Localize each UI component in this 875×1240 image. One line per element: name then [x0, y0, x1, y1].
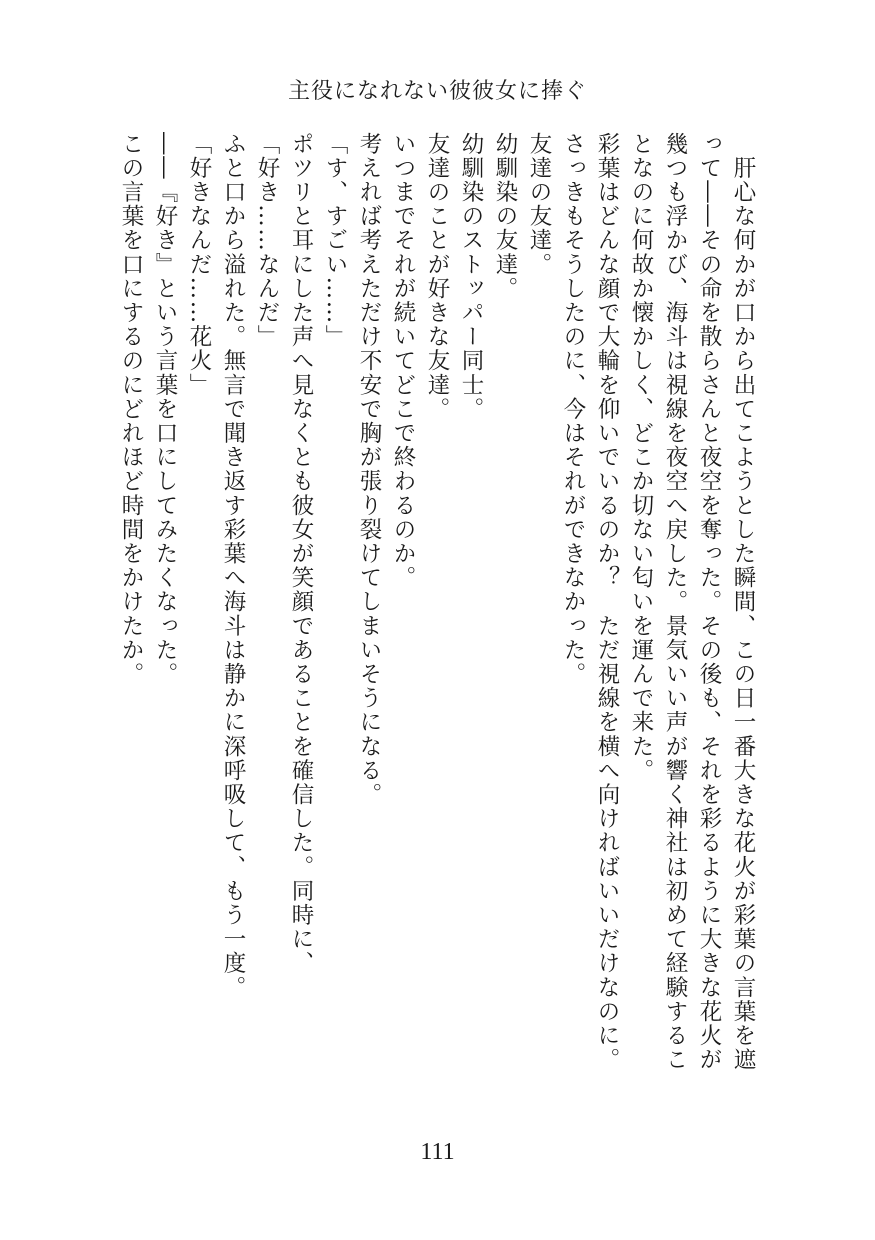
paragraph: 彩葉はどんな顔で大輪を仰いでいるのか？ ただ視線を横へ向ければいいだけなのに。 [594, 132, 620, 1072]
paragraph: 幼馴染の友達。 [492, 132, 518, 301]
paragraph: 「す、すごい……」 [322, 132, 348, 349]
paragraph: 肝心な何かが口から出てこようとした瞬間、この日一番大きな花火が彩葉の言葉を遮って――その命を散らさんと夜空を奪った。その後も、それを彩るように大きな花火が幾つも浮かび、海斗は視線を夜空へ戻した。景気いい声が響く神社は初めて経験することなのに何故か懐かしく、どこか切ない匂いを運んで来た。 [628, 132, 756, 1072]
page-number: 111 [420, 1139, 455, 1165]
paragraph: ――『好き』という言葉を口にしてみたくなった。 [152, 132, 178, 687]
paragraph: 考えれば考えただけ不安で胸が張り裂けてしまいそうになる。 [356, 132, 382, 807]
paragraph: ふと口から溢れた。無言で聞き返す彩葉へ海斗は静かに深呼吸して、もう一度。 [220, 132, 246, 1000]
paragraph: 友達のことが好きな友達。 [424, 132, 450, 422]
paragraph: 「好きなんだ……花火」 [186, 132, 212, 398]
paragraph: ポツリと耳にした声へ見なくとも彼女が笑顔であることを確信した。同時に、 [288, 132, 314, 976]
paragraph: さっきもそうしたのに、今はそれができなかった。 [560, 132, 586, 687]
vertical-body-text [118, 132, 760, 1092]
paragraph: この言葉を口にするのにどれほど時間をかけたか。 [118, 132, 144, 687]
paragraph: 「好き……なんだ」 [254, 132, 280, 349]
running-title: 主役になれない彼彼女に捧ぐ [287, 79, 587, 104]
paragraph: 幼馴染のストッパー同士。 [458, 132, 484, 422]
paragraph: いつまでそれが続いてどこで終わるのか。 [390, 132, 416, 590]
paragraph: 友達の友達。 [526, 132, 552, 277]
